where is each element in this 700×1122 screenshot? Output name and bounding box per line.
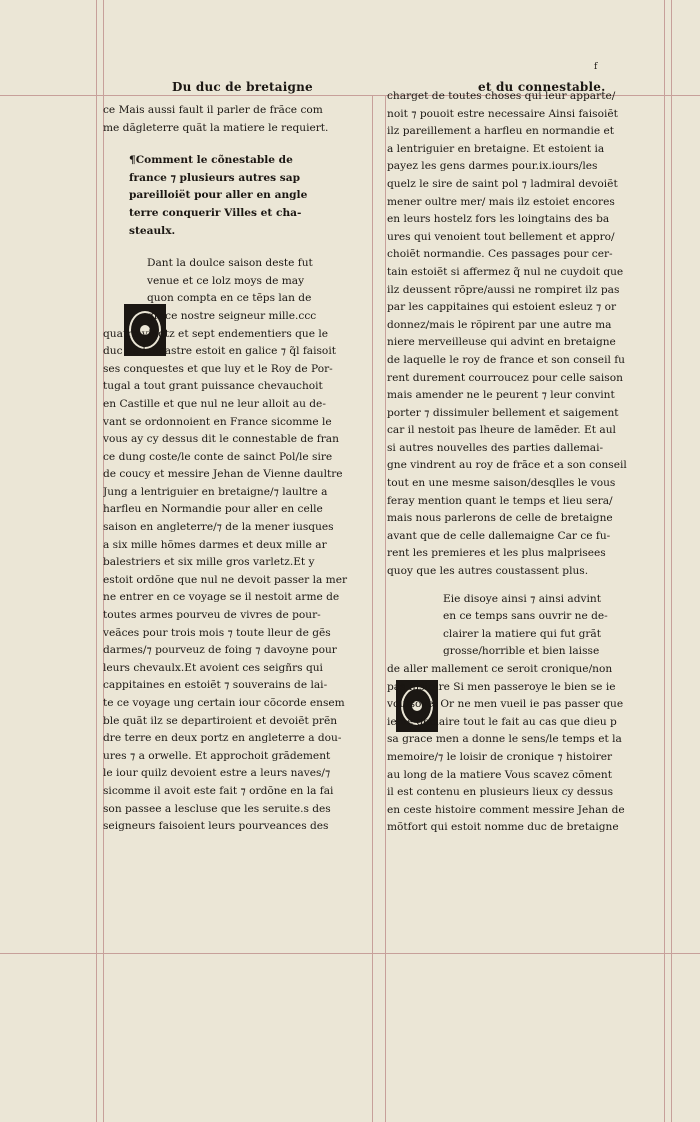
text-line: tout en une mesme saison/desqlles le vous (387, 477, 616, 490)
text-line: de coucy et messire Jehan de Vienne daultre (103, 468, 343, 481)
text-line: toutes armes pourveu de vivres de pour- (103, 609, 321, 622)
rule-gutter-b (385, 95, 386, 1122)
text-line: voulsoye. Or ne men vueil ie pas passer que (387, 698, 624, 711)
text-line: mõtfort qui estoit nomme duc de bretaigne (387, 821, 619, 834)
text-line: venue et ce lolz moys de may (147, 274, 305, 287)
text-line: quatre vingtz et sept endementiers que le (103, 327, 329, 340)
text-line: rent les premieres et les plus malprisees (387, 547, 606, 560)
text-line: en leurs hostelz fors les loingtains des ba (387, 213, 610, 226)
text-line: ie ne declaire tout le fait au cas que dieu p (387, 715, 617, 728)
text-line: de laquelle le roy de france et son conseil fu (387, 353, 625, 366)
text-line: donnez/mais le rõpirent par une autre ma (387, 318, 612, 331)
text-line: porter ⁊ dissimuler bellement et saigement (387, 406, 619, 419)
text-line: cappitaines en estoiẽt ⁊ souverains de lai- (103, 679, 328, 692)
text-line: pas histoire Si men passeroye le bien se ie (387, 680, 616, 693)
text-line: me dãgleterre quãt la matiere le requiert. (103, 121, 329, 134)
text-line: leurs chevaulx.Et avoient ces seigñrs qui (103, 661, 323, 674)
text-line: duc de lencastre estoit en galice ⁊ q̃l faisoit (103, 345, 336, 358)
text-line: ures ⁊ a orwelle. Et approchoit grãdement (103, 749, 331, 762)
text-line: avant que de celle dallemaigne Car ce fu- (387, 529, 611, 542)
text-line: il est contenu en plusieurs lieux cy dessus (387, 786, 614, 799)
text-line: gne vindrent au roy de frãce et a son conseil (387, 459, 627, 472)
text-line: de aller mallement ce seroit cronique/non (387, 663, 613, 675)
rubric-line: france ⁊ plusieurs autres sap (129, 171, 301, 184)
text-line: sa grace men a donne le sens/le temps et la (387, 733, 622, 746)
text-line: au long de la matiere Vous scavez cõment (387, 768, 612, 781)
text-line: en ce temps sans ouvrir ne de- (443, 610, 608, 623)
text-line: ce dung coste/le conte de sainct Pol/le sire (103, 450, 333, 463)
text-line: feray mention quant le temps et lieu sera/ (387, 494, 613, 507)
text-line: mener oultre mer/ mais ilz estoiet encores (387, 195, 615, 208)
text-line: dre terre en deux portz en angleterre a dou- (103, 732, 342, 745)
text-line: te ce voyage ung certain iour cõcorde ensem (103, 697, 345, 709)
text-line: Eie disoye ainsi ⁊ ainsi advint (443, 592, 601, 605)
text-line: balestriers et six mille gros varletz.Et y (103, 556, 315, 569)
rule-bottom (0, 953, 700, 954)
folio-mark: f (594, 62, 598, 72)
text-line: choiẽt normandie. Ces passages pour cer- (387, 248, 613, 261)
text-line: si autres nouvelles des parties dallemai- (387, 441, 604, 454)
text-line: clairer la matiere qui fut grãt (443, 627, 601, 640)
text-line: vous ay cy dessus dit le connestable de fran (103, 433, 339, 446)
text-line: quon compta en ce tẽps lan de (147, 292, 312, 305)
text-line: ilz deussent rõpre/aussi ne rompiret ilz pas (387, 283, 620, 296)
text-line: ilz pareillement a harfleu en normandie et (387, 125, 615, 138)
text-line: charget de toutes choses qui leur apparte/ (387, 90, 616, 102)
text-line: memoire/⁊ le loisir de cronique ⁊ histoirer (387, 750, 613, 763)
text-line: niere merveilleuse qui advint en bretaigne (387, 336, 616, 349)
text-line: ce Mais aussi fault il parler de frãce com (103, 104, 323, 116)
text-line: le iour quilz devoient estre a leurs naves/⁊ (103, 767, 331, 780)
text-line: tain estoiẽt si affermez q̃ nul ne cuydoit que (387, 265, 624, 278)
text-line: saison en angleterre/⁊ de la mener iusques (103, 521, 334, 534)
chapter-rubric (103, 152, 379, 240)
text-line: grace nostre seigneur mille.ccc (147, 309, 317, 322)
text-line: mais amender ne le peurent ⁊ leur convint (387, 389, 615, 402)
text-line: vant se ordonnoient en France sicomme le (103, 415, 332, 428)
rubric-line: pareilloiët pour aller en angle (129, 189, 308, 202)
text-line: noit ⁊ pouoit estre necessaire Ainsi faisoiẽt (387, 107, 618, 120)
text-line: mais nous parlerons de celle de bretaigne (387, 512, 613, 525)
text-line: quoy que les autres coustassent plus. (387, 565, 589, 578)
text-line: par les cappitaines qui estoient esleuz ⁊ or (387, 301, 617, 314)
text-line: harfleu en Normandie pour aller en celle (103, 503, 323, 516)
text-line: ses conquestes et que luy et le Roy de Por- (103, 362, 333, 375)
text-line: estoit ordõne que nul ne devoit passer la mer (103, 573, 348, 586)
text-line: a lentriguier en bretaigne. Et estoient ia (387, 142, 605, 155)
running-header-left: Du duc de bretaigne (172, 80, 313, 94)
text-line: quelz le sire de saint pol ⁊ ladmiral devoiẽt (387, 177, 618, 190)
text-line: payez les gens darmes pour.ix.iours/les (387, 160, 598, 173)
text-line: ble quãt ilz se departiroient et devoiẽt prẽn (103, 714, 338, 727)
text-line: en Castille et que nul ne leur alloit au de- (103, 397, 326, 410)
text-line: rent durement courroucez pour celle saison (387, 371, 623, 384)
text-line: Dant la doulce saison deste fut (147, 257, 313, 270)
running-header-right: et du connestable. (478, 80, 606, 94)
text-line: ne entrer en ce voyage se il nestoit arme de (103, 591, 340, 604)
text-line: veãces pour trois mois ⁊ toute lleur de gẽs (103, 626, 331, 639)
text-line: a six mille hõmes darmes et deux mille ar (103, 538, 327, 551)
text-line: seigneurs faisoient leurs pourveances des (103, 820, 329, 833)
rubric-line: terre conquerir Villes et cha- (129, 206, 302, 219)
text-line: darmes/⁊ pourveuz de foing ⁊ davoyne pour (103, 644, 337, 657)
text-column-right (387, 88, 667, 837)
text-line: son passee a lescluse que les seruite.s des (103, 802, 331, 815)
rubric-line: ¶Comment le cõnestable de (129, 154, 293, 167)
text-line: ures qui venoient tout bellement et appro/ (387, 230, 615, 243)
rubric-line: steaulx. (129, 224, 176, 237)
text-line: car il nestoit pas lheure de lamẽder. Et aul (387, 424, 616, 437)
text-line: en ceste histoire comment messire Jehan de (387, 803, 625, 816)
text-line: grosse/horrible et bien laisse (443, 645, 600, 658)
text-line: sicomme il avoit este fait ⁊ ordõne en la fai (103, 784, 334, 797)
text-column-left (103, 102, 379, 836)
text-line: Jung a lentriguier en bretaigne/⁊ laultre a (103, 485, 328, 498)
text-line: tugal a tout grant puissance chevauchoit (103, 380, 323, 393)
